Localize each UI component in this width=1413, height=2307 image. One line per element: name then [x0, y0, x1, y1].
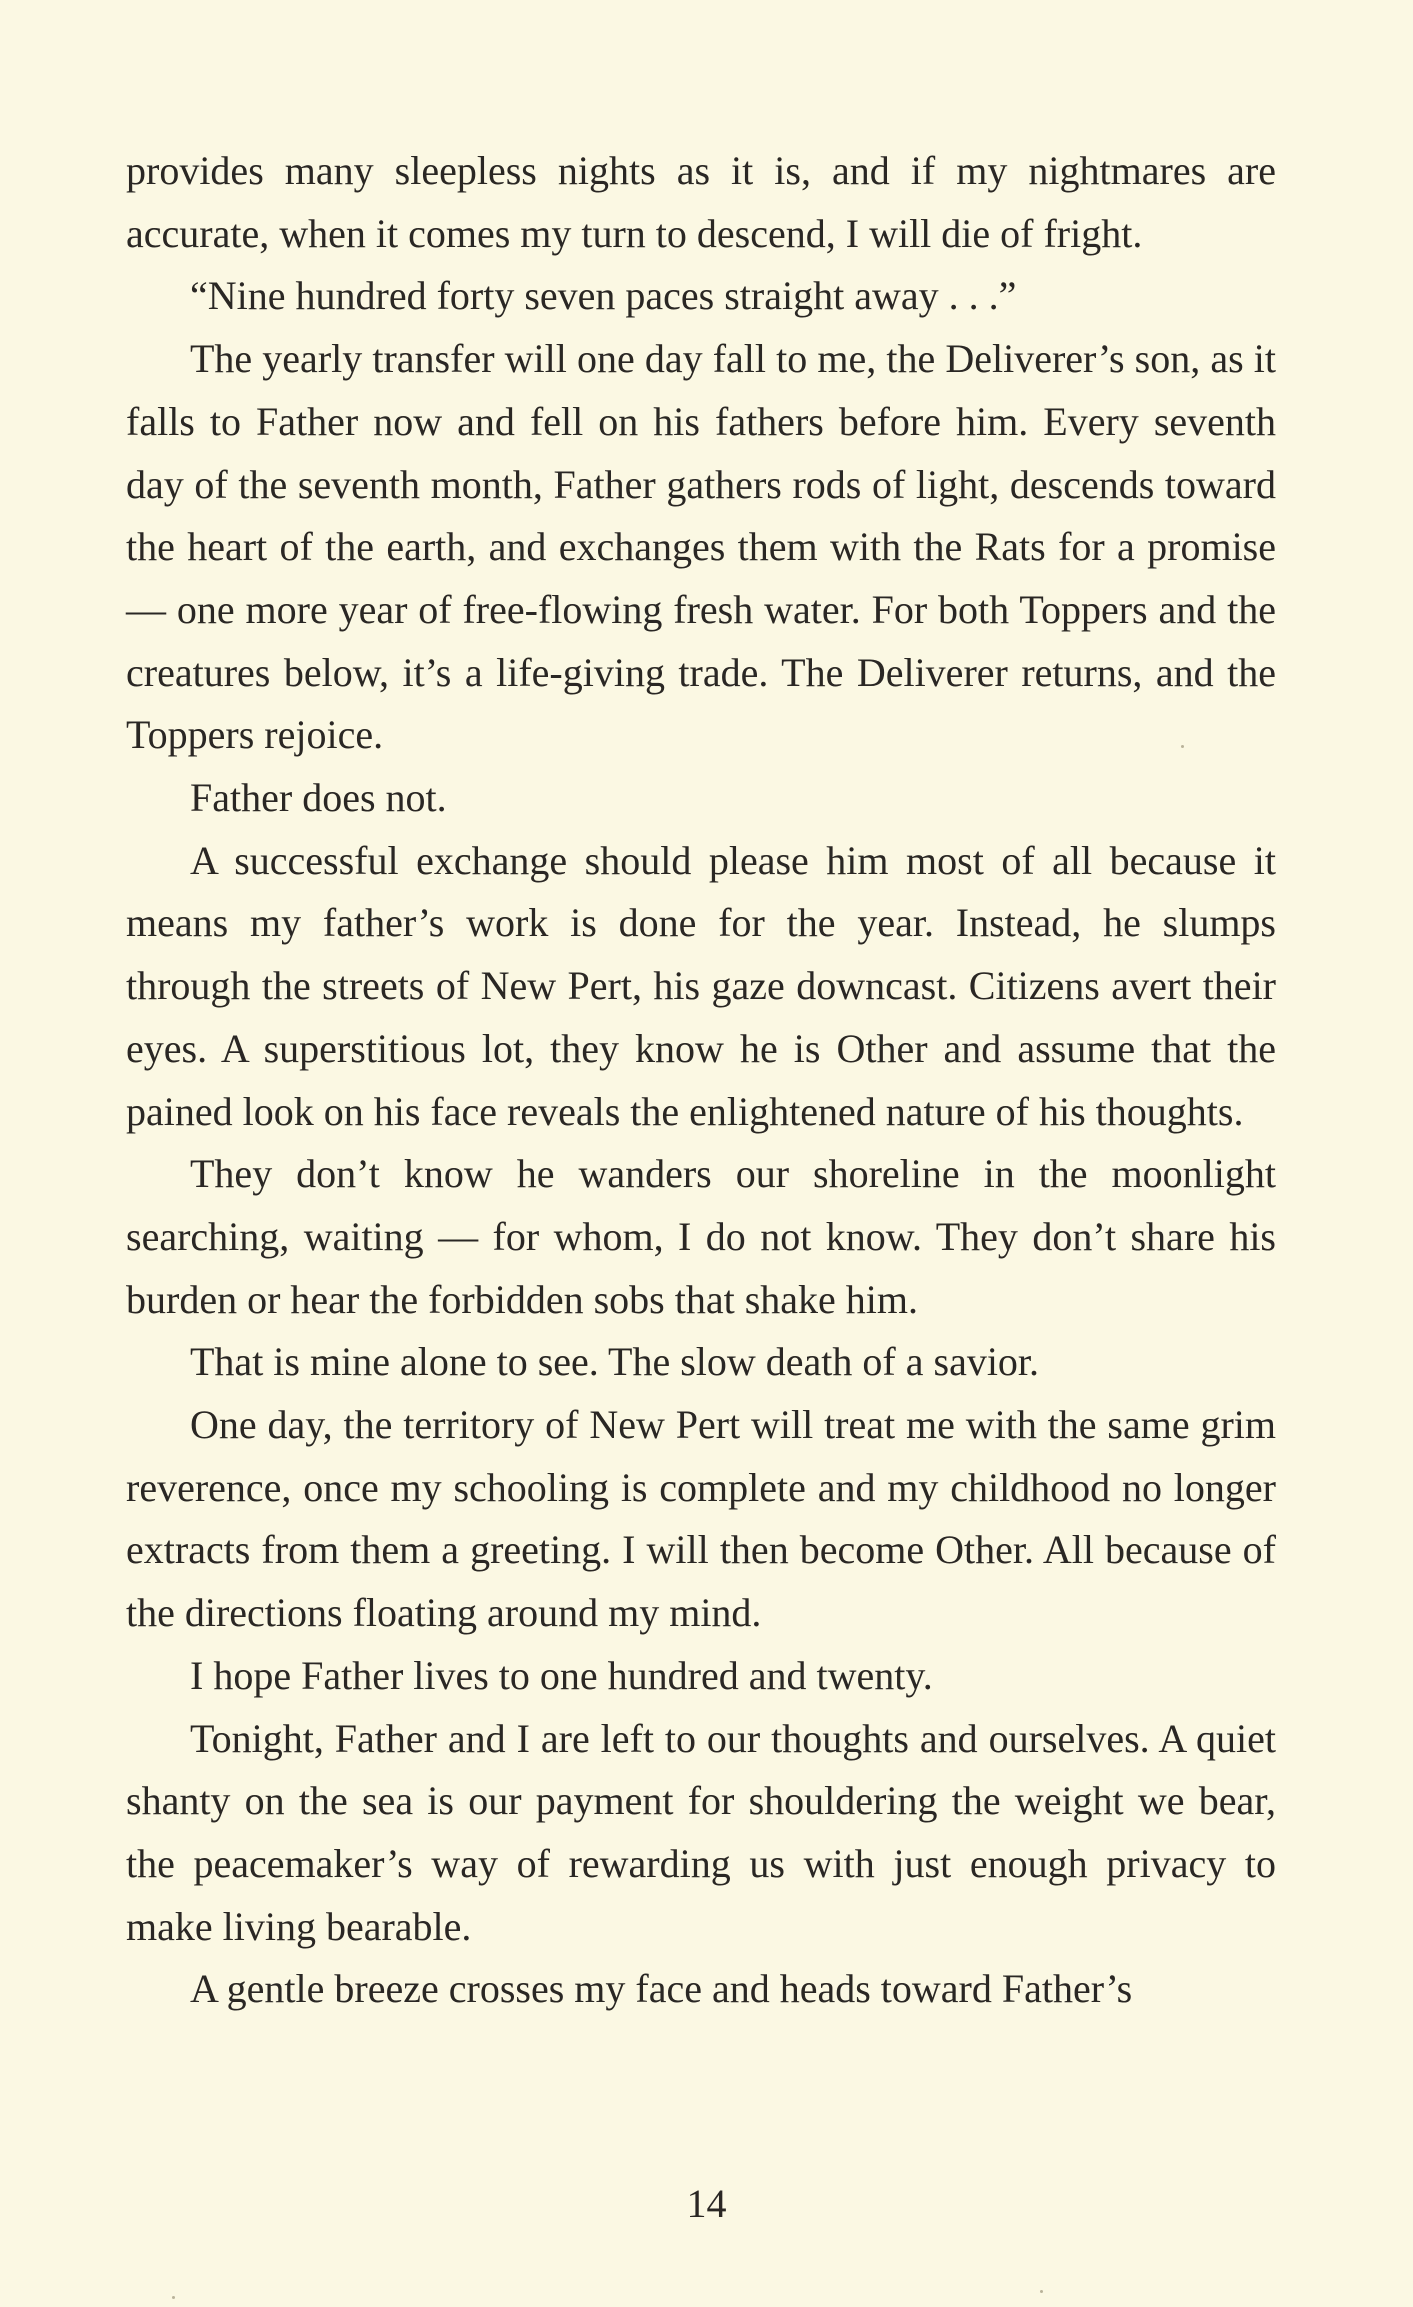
paragraph-7: That is mine alone to see. The slow death of a savior. [190, 1339, 1040, 1385]
paragraph-8: One day, the territory of New Pert will treat me with the same grim reverence, once my schooling is complete and my childhood no longer extracts from them a greeting. I will then become Other. All because of the directions floating around my mind. [126, 1402, 1276, 1636]
body-text [126, 140, 1276, 2021]
paragraph-3: The yearly transfer will one day fall to me, the Deliverer’s son, as it falls to Father now and fell on his fathers before him. Every seventh day of the seventh month, Father gathers rods of light, descends toward the heart of the earth, and exchanges them with the Rats for a promise — one more year of free-flowing fresh water. For both Toppers and the creatures below, it’s a life-giving trade. The Deliverer returns, and the Toppers rejoice. [126, 336, 1276, 758]
paragraph-10: Tonight, Father and I are left to our thoughts and ourselves. A quiet shanty on the sea is our payment for shouldering the weight we bear, the peacemaker’s way of rewarding us with just enough privacy to make living bearable. [126, 1715, 1276, 1949]
paragraph-4: Father does not. [190, 775, 447, 821]
paragraph-2: “Nine hundred forty seven paces straight away . . .” [190, 273, 1017, 319]
page-number: 14 [686, 2181, 727, 2226]
paragraph-11: A gentle breeze crosses my face and heads toward Father’s [190, 1966, 1133, 2012]
paper-speck [1040, 2290, 1043, 2293]
paragraph-1: provides many sleepless nights as it is, and if my nightmares are accurate, when it comes my turn to descend, I will die of fright. [126, 148, 1276, 256]
paper-speck [1181, 745, 1184, 748]
paragraph-5: A successful exchange should please him most of all because it means my father’s work is done for the year. Instead, he slumps through the streets of New Pert, his gaze downcast. Citizens avert their eyes. A superstitious lot, they know he is Other and assume that the pained look on his face reveals the enlightened nature of his thoughts. [126, 837, 1276, 1134]
paragraph-6: They don’t know he wanders our shoreline in the moonlight searching, waiting — for whom, I do not know. They don’t share his burden or hear the forbidden sobs that shake him. [126, 1151, 1276, 1322]
paragraph-9: I hope Father lives to one hundred and twenty. [190, 1652, 933, 1698]
paper-speck [172, 2296, 175, 2299]
